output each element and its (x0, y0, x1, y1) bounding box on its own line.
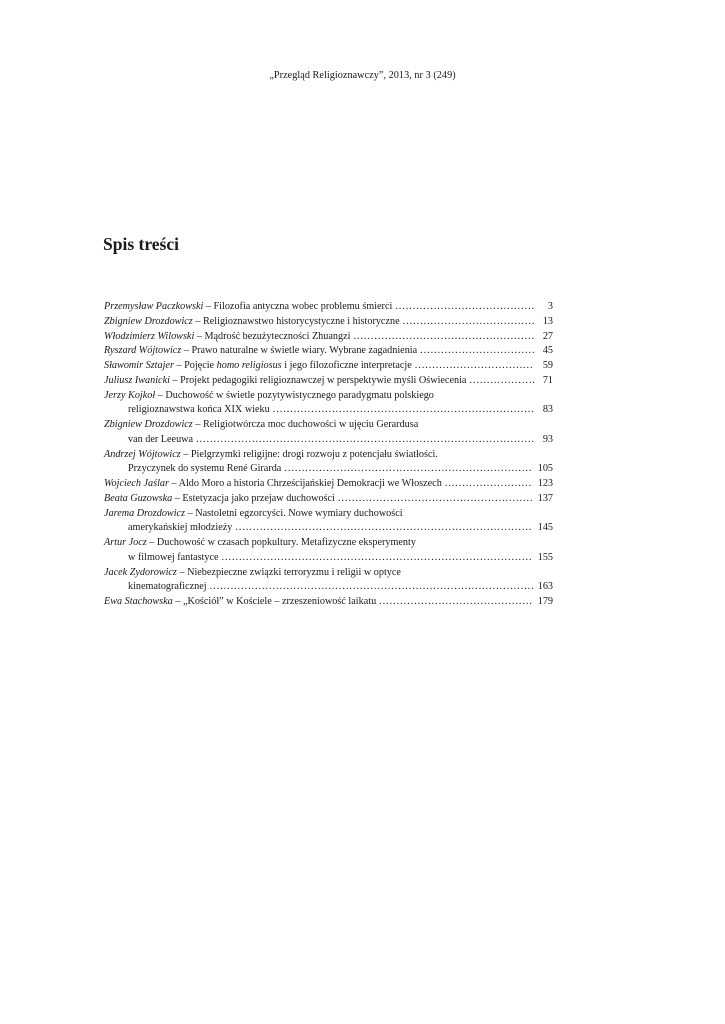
entry-title: Religiotwórcza moc duchowości w ujęciu Gerardusa (202, 419, 419, 430)
table-of-contents (104, 300, 553, 610)
toc-heading: Spis treści (103, 234, 179, 254)
dot-leader (284, 462, 532, 477)
entry-author: Andrzej Wójtowicz (104, 448, 181, 460)
entry-author: Sławomir Sztajer (104, 360, 174, 371)
entry-title-emphasis: homo religiosus (216, 360, 282, 371)
entry-page-number: 27 (542, 330, 553, 342)
entry-separator: – (172, 492, 183, 504)
entry-separator: – (192, 419, 203, 430)
entry-page-number: 137 (537, 492, 553, 504)
entry-author: Juliusz Iwanicki (104, 374, 170, 386)
entry-author: Beata Guzowska (104, 492, 173, 504)
entry-author: Zbigniew Drozdowicz (104, 315, 193, 327)
toc-entry[interactable] (104, 300, 553, 315)
entry-title: Prawo naturalne w świetle wiary. Wybrane zagadnienia (191, 345, 418, 357)
running-header: „Przegląd Religioznawczy”, 2013, nr 3 (249) (269, 70, 456, 81)
entry-page-number: 45 (542, 345, 553, 357)
toc-entry[interactable] (104, 330, 553, 345)
entry-title: Pielgrzymki religijne: drogi rozwoju z potencjału światłości. (190, 448, 438, 460)
entry-author: Jacek Zydorowicz (104, 566, 177, 578)
entry-author: Wojciech Jaślar (104, 478, 169, 489)
toc-entry[interactable] (104, 448, 553, 478)
entry-page-number: 163 (537, 581, 553, 593)
dot-leader (196, 433, 534, 448)
entry-author: Ryszard Wójtowicz (104, 345, 182, 357)
entry-separator: – (194, 330, 205, 342)
entry-title: Nastoletni egzorcyści. Nowe wymiary duchowości (195, 507, 403, 519)
entry-page-number: 155 (537, 551, 553, 563)
entry-title-continuation: amerykańskiej młodzieży (128, 522, 233, 534)
entry-separator: – (176, 566, 188, 578)
dot-leader (353, 330, 534, 345)
entry-page-number: 13 (542, 315, 553, 327)
dot-leader (379, 595, 533, 610)
dot-leader (222, 551, 533, 566)
toc-entry[interactable] (104, 344, 553, 359)
entry-separator: – (185, 507, 196, 519)
entry-author: Ewa Stachowska (104, 596, 173, 607)
entry-separator: – (168, 478, 179, 489)
entry-title: Aldo Moro a historia Chrześcijańskiej Demokracji we Włoszech (178, 478, 442, 489)
entry-title: Niebezpieczne związki terroryzmu i religii w optyce (187, 566, 401, 578)
toc-entry[interactable] (104, 374, 553, 389)
dot-leader (338, 492, 533, 507)
entry-author: Artur Jocz (104, 537, 147, 548)
toc-entry[interactable] (104, 418, 553, 448)
entry-author: Zbigniew Drozdowicz (104, 419, 193, 430)
entry-separator: – (180, 448, 191, 460)
toc-entry[interactable] (104, 477, 553, 492)
entry-title-continuation: kinematograficznej (128, 581, 207, 593)
entry-title: Filozofia antyczna wobec problemu śmierci (213, 301, 393, 312)
entry-separator: – (192, 315, 203, 327)
dot-leader (415, 359, 534, 374)
toc-entry[interactable] (104, 566, 553, 596)
dot-leader (445, 477, 533, 492)
entry-author: Przemysław Paczkowski (104, 301, 204, 312)
entry-page-number: 59 (542, 360, 553, 371)
entry-separator: – (172, 596, 183, 607)
entry-page-number: 179 (537, 596, 553, 607)
entry-author: Jerzy Kojkoł (104, 389, 156, 401)
entry-separator: – (181, 345, 192, 357)
toc-entry[interactable] (104, 359, 553, 374)
entry-title: Religioznawstwo historycystyczne i historyczne (202, 315, 400, 327)
entry-page-number: 3 (547, 301, 553, 312)
entry-separator: – (155, 389, 166, 401)
entry-title: Projekt pedagogiki religioznawczej w perspektywie myśli Oświecenia (180, 374, 467, 386)
toc-entry[interactable] (104, 492, 553, 507)
entry-title: Mądrość bezużyteczności Zhuangzi (204, 330, 351, 342)
toc-entry[interactable] (104, 315, 553, 330)
dot-leader (469, 374, 534, 389)
entry-title-continuation: Przyczynek do systemu René Girarda (128, 463, 282, 475)
toc-entry[interactable] (104, 595, 553, 610)
entry-page-number: 145 (537, 522, 553, 534)
toc-entry[interactable] (104, 507, 553, 537)
dot-leader (420, 344, 534, 359)
entry-title-continuation: religioznawstwa końca XIX wieku (128, 404, 270, 416)
entry-separator: – (173, 360, 185, 371)
dot-leader (395, 300, 534, 315)
entry-title-continuation: van der Leeuwa (128, 433, 194, 445)
dot-leader (235, 521, 532, 536)
entry-page-number: 123 (537, 478, 553, 489)
entry-separator: – (169, 374, 181, 386)
entry-author: Włodzimierz Wilowski (104, 330, 195, 342)
toc-entry[interactable] (104, 389, 553, 419)
entry-separator: – (146, 537, 157, 548)
entry-page-number: 71 (542, 374, 553, 386)
entry-title-part: Pojęcie (184, 360, 217, 371)
dot-leader (403, 315, 534, 330)
dot-leader (273, 403, 534, 418)
entry-page-number: 105 (537, 463, 553, 475)
entry-title: Duchowość w świetle pozytywistycznego paradygmatu polskiego (165, 389, 434, 401)
entry-title: Duchowość w czasach popkultury. Metafizyczne eksperymenty (156, 537, 416, 548)
entry-page-number: 83 (542, 404, 553, 416)
entry-title: „Kościół” w Kościele – zrzeszeniowość laikatu (182, 596, 377, 607)
dot-leader (210, 580, 533, 595)
entry-title-continuation: w filmowej fantastyce (128, 551, 219, 563)
toc-entry[interactable] (104, 536, 553, 566)
entry-page-number: 93 (542, 433, 553, 445)
entry-author: Jarema Drozdowicz (104, 507, 186, 519)
entry-title: Estetyzacja jako przejaw duchowości (182, 492, 335, 504)
entry-title-part: i jego filozoficzne interpretacje (281, 360, 412, 371)
entry-separator: – (203, 301, 214, 312)
